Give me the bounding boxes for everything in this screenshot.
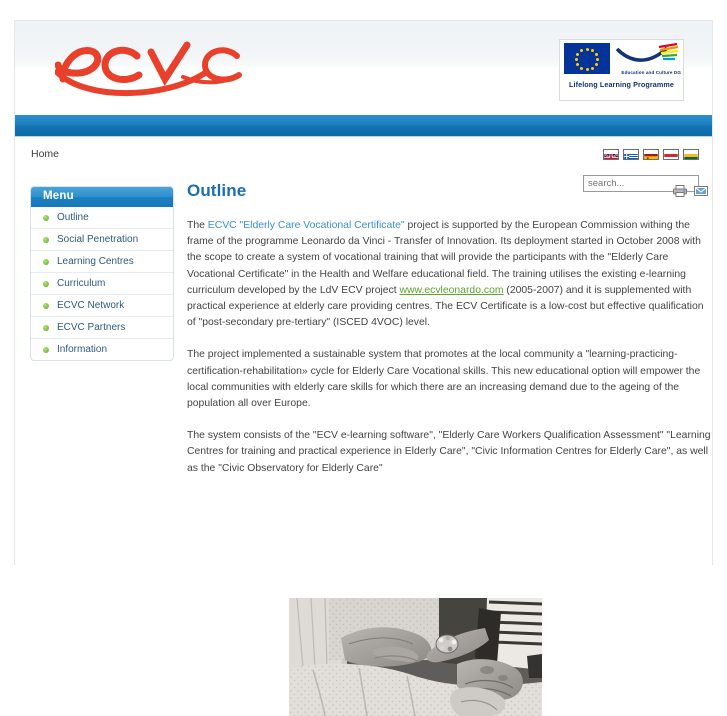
sidebar-item-ecvc-network[interactable]: [31, 295, 173, 317]
greece-flag-icon: [624, 154, 638, 160]
p1-part3: (2005-2007) and it is supplemented with practical experience at elderly care providing centres. The ECV Certificate is a low-cost but effective qualification of "post-secondary pre-tertiary" (ISCED 4VOC) level.: [187, 284, 704, 329]
breadcrumb-home-link[interactable]: Home: [31, 148, 60, 160]
elderly-hands-photo: [289, 598, 542, 716]
dg-swoosh-icon: [615, 43, 681, 69]
language-switcher: [603, 149, 699, 160]
ecvleonardo-link[interactable]: www.ecvleonardo.com: [399, 284, 504, 296]
article-paragraph-1: [187, 218, 711, 331]
bullet-icon: [43, 259, 49, 265]
p1-part1: The: [187, 220, 208, 231]
sidebar-item-label[interactable]: Outline: [57, 212, 89, 223]
language-flag-el[interactable]: [623, 149, 639, 160]
sidebar-item-label[interactable]: Information: [57, 344, 108, 355]
ecvc-logo[interactable]: [55, 39, 270, 101]
article-header: [187, 171, 711, 201]
bullet-icon: [43, 237, 49, 243]
bullet-icon: [43, 347, 49, 353]
sidebar-item-label[interactable]: Curriculum: [57, 278, 106, 289]
sidebar-item-learning-centres[interactable]: [31, 251, 173, 273]
eu-lifelong-learning-badge: [559, 39, 684, 101]
sidebar-item-social-penetration[interactable]: [31, 229, 173, 251]
article-content: [187, 171, 711, 477]
bullet-icon: [43, 281, 49, 287]
bullet-icon: [43, 325, 49, 331]
eu-flag-icon: [564, 43, 610, 74]
sidebar-item-information[interactable]: [31, 339, 173, 360]
lifelong-learning-programme-label: Lifelong Learning Programme: [569, 80, 674, 89]
education-culture-dg-logo: [615, 43, 681, 74]
ecvc-logo-svg: [55, 39, 270, 101]
article-paragraph-2: The project implemented a sustainable system that promotes at the local community a "learning-practicing-certification-rehabilitation» cycle for Elderly Care Vocational skills. This new educational option will empower the local communities with elderly care skills for which there are an increasing demand due to the ageing of the population all over Europe.: [187, 349, 701, 410]
sidebar-item-label[interactable]: Social Penetration: [57, 234, 139, 245]
bullet-icon: [43, 215, 49, 221]
email-icon[interactable]: [694, 184, 708, 196]
email-icon-svg: [694, 185, 708, 197]
sidebar-item-label[interactable]: Learning Centres: [57, 256, 134, 267]
print-icon[interactable]: [673, 184, 687, 196]
lithuania-flag-icon: [684, 154, 698, 160]
sidebar-menu: [30, 186, 174, 361]
spain-flag-icon: [644, 154, 658, 160]
article-paragraph-3: The system consists of the "ECV e-learning software", "Elderly Care Workers Qualification Assessment" "Learning Centres for training and practical experience in Elderly Care", "Civic Information Centres for Elderly Care", as well as the "Civic Observatory for Elderly Care": [187, 430, 711, 474]
language-flag-hu[interactable]: [663, 149, 679, 160]
language-flag-en[interactable]: [603, 149, 619, 160]
page-title: Outline: [187, 181, 247, 200]
sidebar-item-outline[interactable]: [31, 207, 173, 229]
site-header: [15, 21, 712, 115]
bullet-icon: [43, 303, 49, 309]
language-flag-lt[interactable]: [683, 149, 699, 160]
sidebar-item-ecvc-partners[interactable]: [31, 317, 173, 339]
ecvc-certificate-link[interactable]: ECVC "Elderly Care Vocational Certificate": [207, 220, 405, 231]
sidebar-item-curriculum[interactable]: [31, 273, 173, 295]
page-container: [14, 20, 713, 565]
education-culture-dg-label: Education and Culture DG: [621, 70, 681, 75]
sidebar-item-label[interactable]: ECVC Partners: [57, 322, 126, 333]
p1-part2: project is supported by the European Commission withing the frame of the programme Leonardo da Vinci - Transfer of Innovation. Its deployment started in October 2008 with the scope to create a system of vocational training that will provide the participants with the "Elderly Care Vocational Certificate" in the Health and Welfare educational field. The training utilises the existing e-learning curriculum developed by the LdV ECV project: [187, 220, 701, 296]
elderly-hands-photo-svg: [289, 598, 542, 716]
sidebar-item-list: [31, 207, 173, 360]
sidebar-title: Menu: [31, 187, 173, 207]
hungary-flag-icon: [664, 154, 678, 160]
article-tools: [673, 184, 708, 196]
sidebar-item-label[interactable]: ECVC Network: [57, 300, 125, 311]
language-flag-es[interactable]: [643, 149, 659, 160]
uk-flag-icon: [604, 154, 618, 160]
main-nav-bar[interactable]: [15, 115, 712, 137]
print-icon-svg: [673, 185, 687, 197]
